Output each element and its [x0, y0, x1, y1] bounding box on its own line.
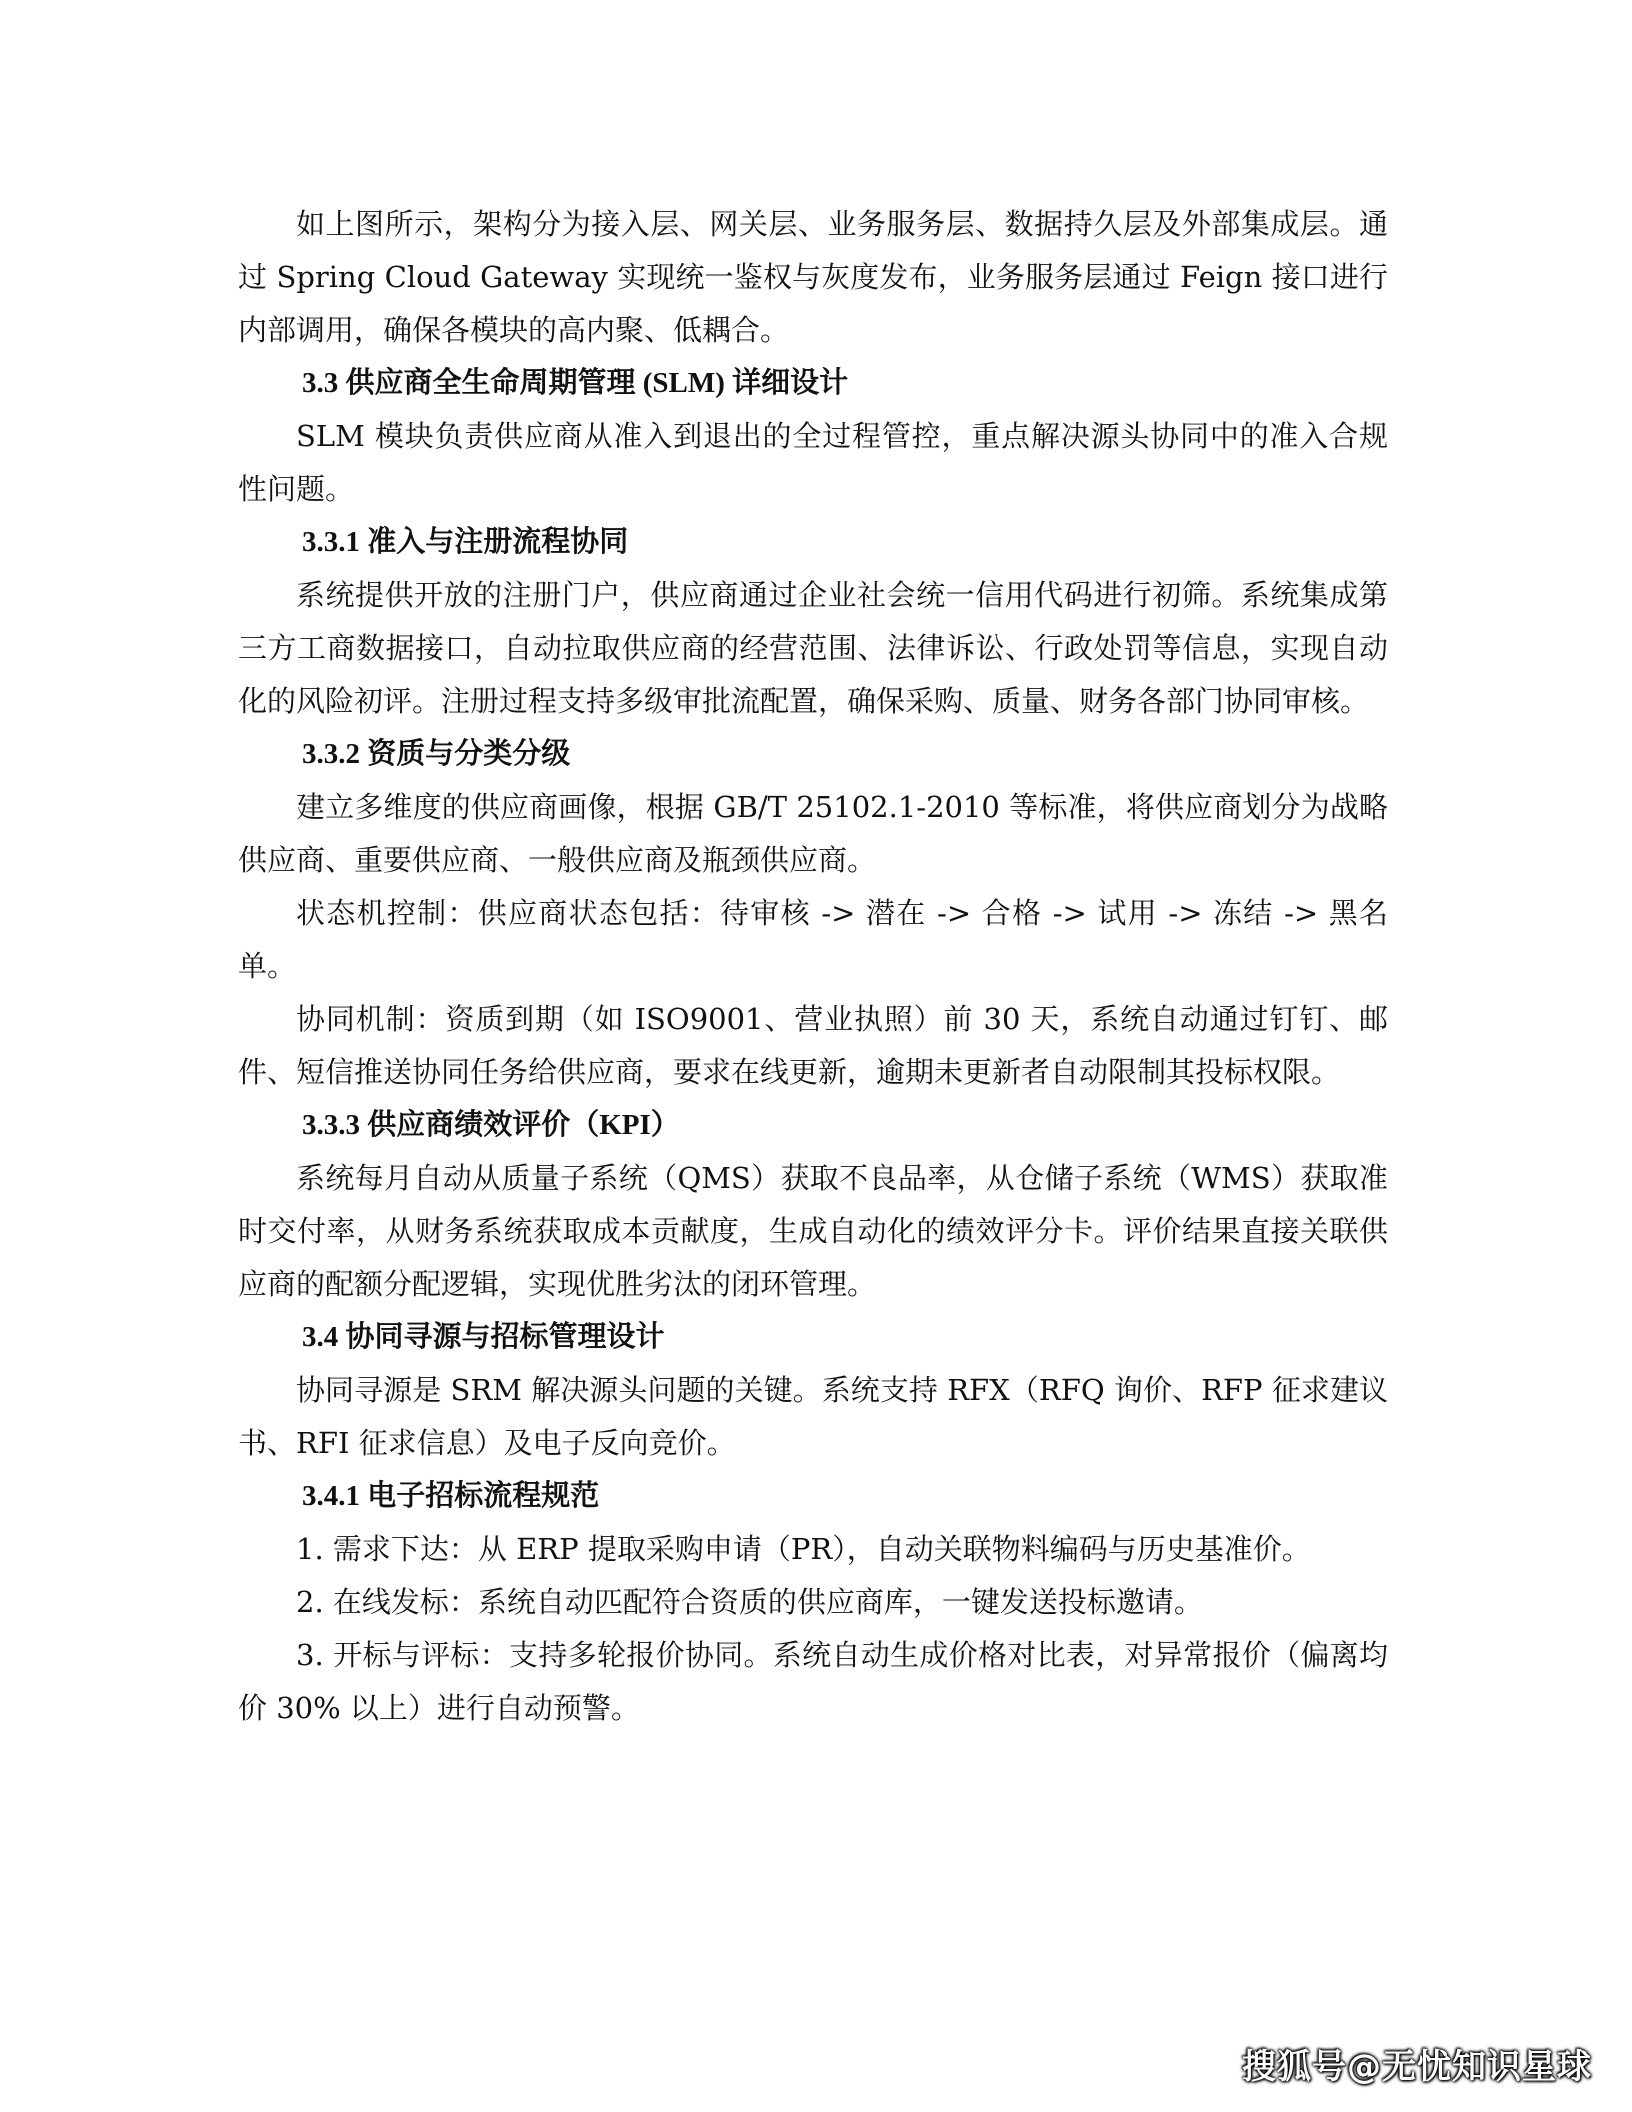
- heading-3-3-1: 3.3.1 准入与注册流程协同: [302, 526, 629, 558]
- paragraph-architecture: 如上图所示，架构分为接入层、网关层、业务服务层、数据持久层及外部集成层。通过 Spring Cloud Gateway 实现统一鉴权与灰度发布，业务服务层通过 Feign 接口进行内部调用，确保各模块的高内聚、低耦合。: [238, 207, 1388, 347]
- list-item-2: 2. 在线发标：系统自动匹配符合资质的供应商库，一键发送投标邀请。: [296, 1585, 1203, 1619]
- paragraph-sourcing: 协同寻源是 SRM 解决源头问题的关键。系统支持 RFX（RFQ 询价、RFP 征求建议书、RFI 征求信息）及电子反向竞价。: [238, 1373, 1388, 1460]
- list-item-3: 3. 开标与评标：支持多轮报价协同。系统自动生成价格对比表，对异常报价（偏离均价 30% 以上）进行自动预警。: [238, 1638, 1388, 1725]
- heading-3-3-3: 3.3.3 供应商绩效评价（KPI）: [302, 1109, 680, 1141]
- document-body: [238, 198, 1388, 1735]
- paragraph-state-machine: 状态机控制：供应商状态包括：待审核 -> 潜在 -> 合格 -> 试用 -> 冻结 -> 黑名单。: [238, 896, 1388, 983]
- heading-3-3-2: 3.3.2 资质与分类分级: [302, 738, 571, 770]
- paragraph-registration: 系统提供开放的注册门户，供应商通过企业社会统一信用代码进行初筛。系统集成第三方工商数据接口，自动拉取供应商的经营范围、法律诉讼、行政处罚等信息，实现自动化的风险初评。注册过程支持多级审批流配置，确保采购、质量、财务各部门协同审核。: [238, 578, 1388, 718]
- heading-3-4: 3.4 协同寻源与招标管理设计: [302, 1321, 665, 1353]
- paragraph-classification: 建立多维度的供应商画像，根据 GB/T 25102.1-2010 等标准，将供应商划分为战略供应商、重要供应商、一般供应商及瓶颈供应商。: [238, 790, 1388, 877]
- paragraph-kpi: 系统每月自动从质量子系统（QMS）获取不良品率，从仓储子系统（WMS）获取准时交付率，从财务系统获取成本贡献度，生成自动化的绩效评分卡。评价结果直接关联供应商的配额分配逻辑，实现优胜劣汰的闭环管理。: [238, 1161, 1388, 1301]
- list-item-1: 1. 需求下达：从 ERP 提取采购申请（PR），自动关联物料编码与历史基准价。: [296, 1532, 1311, 1566]
- paragraph-slm-intro: SLM 模块负责供应商从准入到退出的全过程管控，重点解决源头协同中的准入合规性问题。: [238, 419, 1388, 506]
- heading-3-3: 3.3 供应商全生命周期管理 (SLM) 详细设计: [302, 367, 849, 399]
- watermark: 搜狐号@无忧知识星球: [1242, 2047, 1592, 2087]
- heading-3-4-1: 3.4.1 电子招标流程规范: [302, 1480, 600, 1512]
- paragraph-collaboration: 协同机制：资质到期（如 ISO9001、营业执照）前 30 天，系统自动通过钉钉、邮件、短信推送协同任务给供应商，要求在线更新，逾期未更新者自动限制其投标权限。: [238, 1002, 1388, 1089]
